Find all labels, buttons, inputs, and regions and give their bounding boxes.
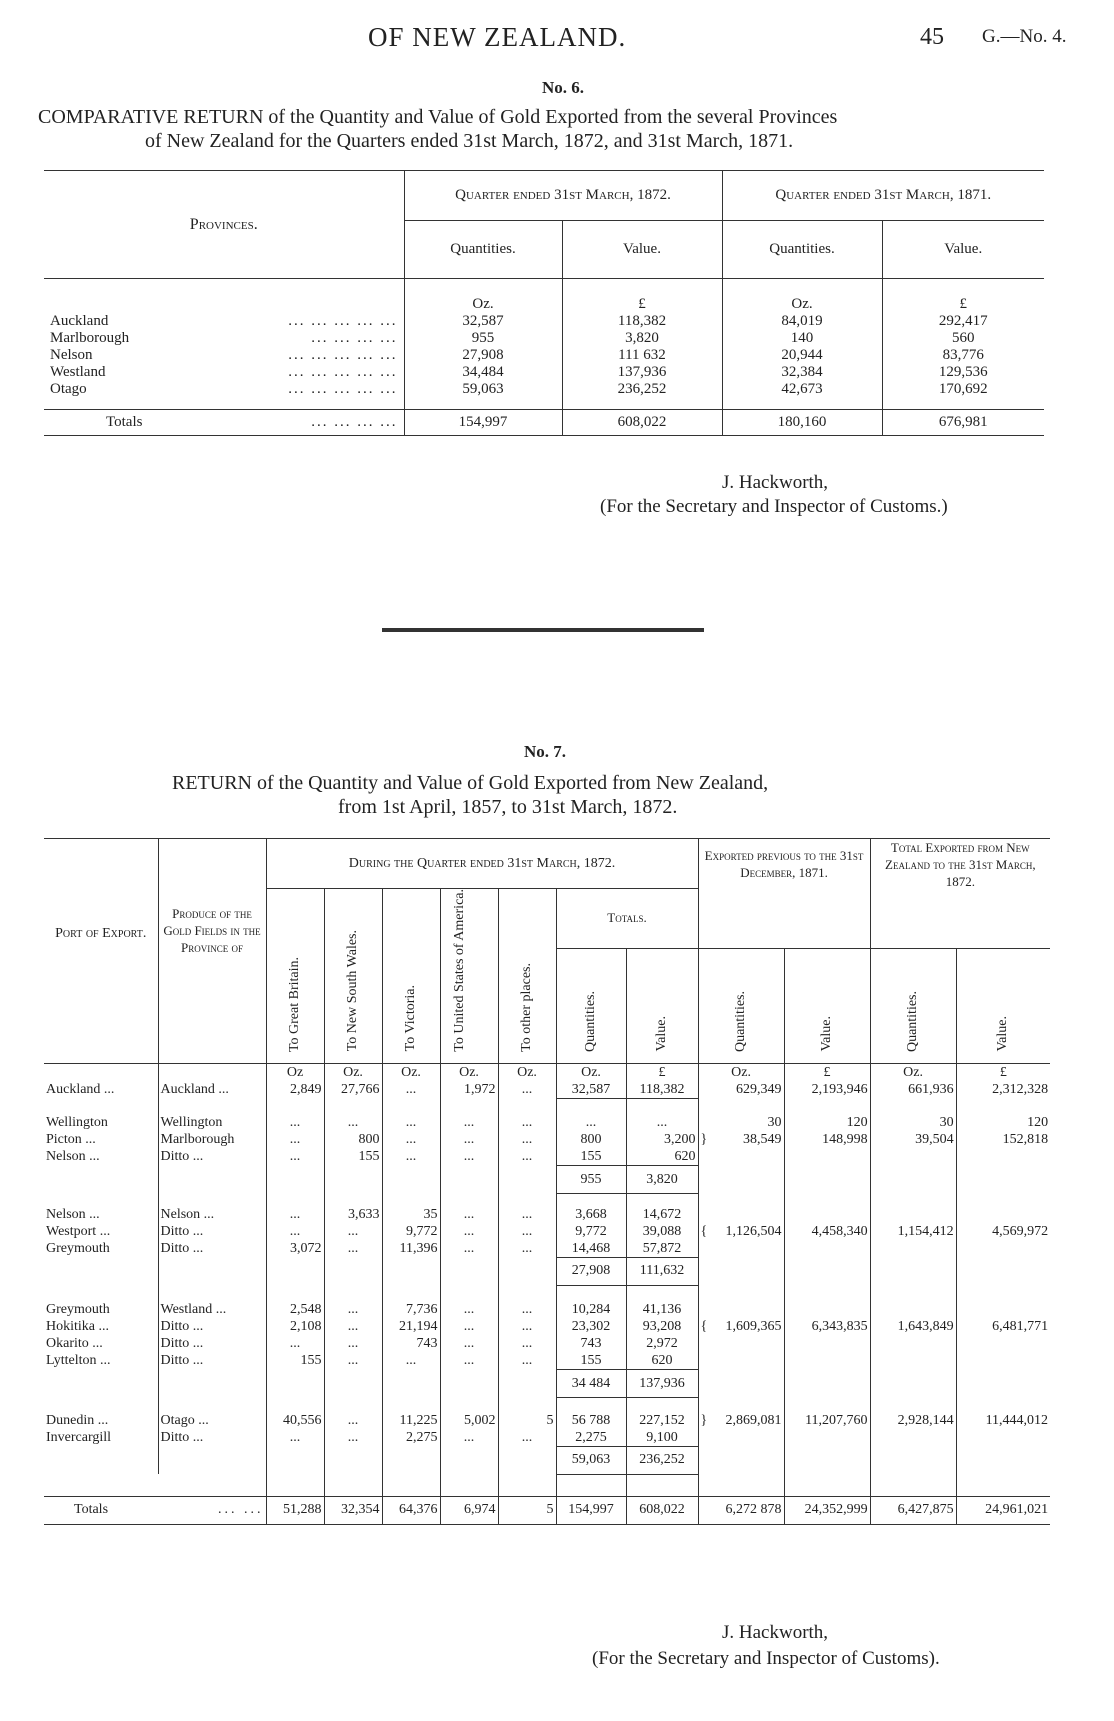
port-name: Wellington (46, 1115, 108, 1131)
totals-quantity: 32,587 (556, 1081, 626, 1099)
grand-total-quantity: 6,427,875 (870, 1496, 956, 1524)
to-new-south-wales: ... (324, 1240, 382, 1258)
total-quantity: 1,643,849 (870, 1318, 956, 1335)
to-other-places: ... (498, 1206, 556, 1223)
to-great-britain: 2,849 (266, 1081, 324, 1099)
to-other-places: 5 (498, 1412, 556, 1429)
brace-icon: { (700, 1223, 708, 1239)
totals-quantity: 2,275 (556, 1429, 626, 1447)
unit-label: Oz. (870, 1063, 956, 1081)
unit-label: Oz. (440, 1063, 498, 1081)
to-other-places: ... (498, 1148, 556, 1166)
to-victoria: ... (382, 1148, 440, 1166)
to-great-britain: 40,556 (266, 1412, 324, 1429)
return7-title-line1: RETURN of the Quantity and Value of Gold Exported from New Zealand, (172, 772, 769, 794)
to-victoria: 7,736 (382, 1301, 440, 1318)
province-name: Otago (50, 380, 87, 397)
to-united-states: ... (440, 1352, 498, 1370)
totals-label: Totals (106, 414, 143, 430)
value-1871: 170,692 (882, 381, 1044, 398)
previous-quantity: 30 (698, 1114, 784, 1131)
totals-value: 620 (626, 1352, 698, 1370)
unit-label: £ (626, 1063, 698, 1081)
previous-quantity-value: 1,126,504 (725, 1223, 782, 1239)
return6-signature-role: (For the Secretary and Inspector of Customs.) (600, 496, 948, 517)
table-row (44, 1335, 1050, 1352)
to-new-south-wales: ... (324, 1301, 382, 1318)
subtotal-value: 111,632 (626, 1257, 698, 1285)
to-victoria: ... (382, 1114, 440, 1131)
to-great-britain: ... (266, 1131, 324, 1148)
totals-value: 41,136 (626, 1301, 698, 1318)
table-row (44, 1429, 1050, 1447)
leader-dots: ... ... ... ... (311, 329, 398, 346)
total-quantity-1871: 180,160 (722, 410, 882, 436)
to-victoria: ... (382, 1352, 440, 1370)
subtotal-quantity: 955 (556, 1166, 626, 1194)
col-totals-value: Value. (654, 1016, 670, 1052)
totals-row (44, 410, 1044, 436)
to-other-places: ... (498, 1429, 556, 1447)
col-to-new-south-wales: To New South Wales. (345, 930, 360, 1052)
to-united-states: ... (440, 1148, 498, 1166)
quantity-1871: 32,384 (722, 364, 882, 381)
to-other-places: ... (498, 1301, 556, 1318)
table-row (44, 1240, 1050, 1258)
table-row (44, 1081, 1050, 1099)
page-number: 45 (920, 24, 944, 50)
value-1872: 236,252 (562, 381, 722, 398)
return6-signature-name: J. Hackworth, (722, 472, 829, 493)
table-row (44, 1301, 1050, 1318)
previous-value: 11,207,760 (784, 1412, 870, 1429)
previous-quantity (698, 1131, 784, 1148)
totals-value: 9,100 (626, 1429, 698, 1447)
quantity-1871: 84,019 (722, 313, 882, 330)
to-other-places: ... (498, 1223, 556, 1240)
table-row (44, 347, 1044, 364)
to-victoria: ... (382, 1081, 440, 1099)
table-row (44, 1223, 1050, 1240)
quantity-1871: 20,944 (722, 347, 882, 364)
port-name: Auckland ... (46, 1081, 115, 1097)
produce-province: Ditto ... (158, 1223, 266, 1240)
total-value-1872: 608,022 (562, 410, 722, 436)
previous-quantity-value: 1,609,365 (725, 1319, 782, 1335)
province-name: Nelson (50, 346, 93, 363)
total-to-victoria: 64,376 (382, 1496, 440, 1524)
totals-quantity: 155 (556, 1352, 626, 1370)
return6-title-line1: COMPARATIVE RETURN of the Quantity and Value of Gold Exported from the several Provinces (38, 106, 838, 128)
col-total-value: Value. (995, 1016, 1011, 1052)
totals-value: 14,672 (626, 1206, 698, 1223)
produce-province: Wellington (158, 1114, 266, 1131)
port-name: Greymouth (46, 1240, 110, 1256)
table-row (44, 381, 1044, 398)
to-great-britain: ... (266, 1223, 324, 1240)
totals-value: 118,382 (626, 1081, 698, 1099)
to-other-places: ... (498, 1114, 556, 1131)
col-totals-quantities: Quantities. (583, 990, 598, 1052)
table-row (44, 1318, 1050, 1335)
value-1872: 3,820 (562, 330, 722, 347)
to-other-places: ... (498, 1131, 556, 1148)
to-new-south-wales: ... (324, 1223, 382, 1240)
total-quantity: 1,154,412 (870, 1223, 956, 1240)
to-united-states: 1,972 (440, 1081, 498, 1099)
totals-value: 2,972 (626, 1335, 698, 1352)
to-victoria: 743 (382, 1335, 440, 1352)
unit-pound: £ (562, 279, 722, 313)
produce-province: Marlborough (158, 1131, 266, 1148)
previous-value: 6,343,835 (784, 1318, 870, 1335)
leader-dots: ... ... ... ... ... (288, 363, 398, 380)
value-1872: 111 632 (562, 347, 722, 364)
total-value: 4,569,972 (956, 1223, 1050, 1240)
to-united-states: ... (440, 1114, 498, 1131)
produce-province: Auckland ... (158, 1081, 266, 1099)
previous-value: 4,458,340 (784, 1223, 870, 1240)
total-quantity-1872: 154,997 (404, 410, 562, 436)
col-totals: Totals. (556, 889, 698, 949)
unit-label: Oz. (698, 1063, 784, 1081)
brace-icon: } (700, 1132, 708, 1148)
to-united-states: 5,002 (440, 1412, 498, 1429)
col-quantities-1871: Quantities. (722, 221, 882, 279)
value-1871: 560 (882, 330, 1044, 347)
province-name: Marlborough (50, 329, 130, 346)
quantity-1872: 955 (404, 330, 562, 347)
to-great-britain: ... (266, 1206, 324, 1223)
produce-province: Westland ... (158, 1301, 266, 1318)
port-name: Invercargill (46, 1429, 112, 1445)
total-to-great-britain: 51,288 (266, 1496, 324, 1524)
to-united-states: ... (440, 1131, 498, 1148)
totals-value: 3,200 (626, 1131, 698, 1148)
subtotal-quantity: 59,063 (556, 1446, 626, 1474)
page-ref: G.—No. 4. (982, 26, 1067, 47)
to-other-places: ... (498, 1352, 556, 1370)
produce-province: Ditto ... (158, 1352, 266, 1370)
to-new-south-wales: ... (324, 1412, 382, 1429)
totals-value: 620 (626, 1148, 698, 1166)
produce-province: Ditto ... (158, 1429, 266, 1447)
totals-quantity: 155 (556, 1148, 626, 1166)
to-victoria: ... (382, 1131, 440, 1148)
table-row (44, 1412, 1050, 1429)
total-to-united-states: 6,974 (440, 1496, 498, 1524)
totals-quantity: 14,468 (556, 1240, 626, 1258)
col-previous-value: Value. (819, 1016, 835, 1052)
return7-title-line2: from 1st April, 1857, to 31st March, 1872. (338, 796, 678, 818)
col-value-1871: Value. (882, 221, 1044, 279)
to-other-places: ... (498, 1081, 556, 1099)
col-total-exported: Total Exported from New Zealand to the 31st March, 1872. (870, 839, 1050, 949)
col-quarter-1871: Quarter ended 31st March, 1871. (722, 171, 1044, 221)
unit-label: Oz. (324, 1063, 382, 1081)
to-other-places: ... (498, 1318, 556, 1335)
brace-icon: { (700, 1319, 708, 1335)
to-victoria: 21,194 (382, 1318, 440, 1335)
unit-label: £ (956, 1063, 1050, 1081)
totals-value: 39,088 (626, 1223, 698, 1240)
table-row (44, 330, 1044, 347)
totals-value: 57,872 (626, 1240, 698, 1258)
total-previous-value: 24,352,999 (784, 1496, 870, 1524)
unit-label: Oz (266, 1063, 324, 1081)
port-name: Greymouth (46, 1302, 110, 1318)
to-great-britain: ... (266, 1114, 324, 1131)
col-to-united-states: To United States of America. (452, 889, 467, 1052)
to-new-south-wales: ... (324, 1114, 382, 1131)
previous-quantity: 629,349 (698, 1081, 784, 1099)
unit-label: Oz. (382, 1063, 440, 1081)
col-port-of-export: Port of Export. (44, 839, 158, 1064)
province-name: Westland (50, 363, 106, 380)
to-great-britain: 2,548 (266, 1301, 324, 1318)
section-separator (382, 628, 704, 632)
grand-total-value: 24,961,021 (956, 1496, 1050, 1524)
port-name: Nelson ... (46, 1149, 100, 1165)
total-value: 6,481,771 (956, 1318, 1050, 1335)
totals-value: 93,208 (626, 1318, 698, 1335)
previous-quantity-value: 2,869,081 (725, 1412, 782, 1428)
to-new-south-wales: ... (324, 1352, 382, 1370)
port-name: Lyttelton ... (46, 1353, 111, 1369)
table-row (44, 1131, 1050, 1148)
quantity-1871: 140 (722, 330, 882, 347)
totals-quantity: 56 788 (556, 1412, 626, 1429)
col-provinces: Provinces. (44, 171, 404, 279)
to-united-states: ... (440, 1240, 498, 1258)
total-value: 2,312,328 (956, 1081, 1050, 1099)
to-victoria: 9,772 (382, 1223, 440, 1240)
produce-province: Ditto ... (158, 1148, 266, 1166)
units-row (44, 1063, 1050, 1081)
to-united-states: ... (440, 1318, 498, 1335)
total-quantity: 661,936 (870, 1081, 956, 1099)
totals-quantity: 23,302 (556, 1318, 626, 1335)
col-total-quantities: Quantities. (905, 990, 921, 1052)
totals-quantity: 800 (556, 1131, 626, 1148)
to-united-states: ... (440, 1206, 498, 1223)
to-other-places: ... (498, 1240, 556, 1258)
to-other-places: ... (498, 1335, 556, 1352)
port-name: Nelson ... (46, 1206, 100, 1222)
totals-label: Totals (44, 1496, 158, 1524)
to-new-south-wales: ... (324, 1318, 382, 1335)
unit-label: £ (784, 1063, 870, 1081)
to-new-south-wales: 27,766 (324, 1081, 382, 1099)
to-victoria: 2,275 (382, 1429, 440, 1447)
totals-quantity: 10,284 (556, 1301, 626, 1318)
col-produce: Produce of the Gold Fields in the Province of (158, 839, 266, 1064)
total-value: 152,818 (956, 1131, 1050, 1148)
produce-province: Ditto ... (158, 1335, 266, 1352)
leader-dots: ... ... ... ... (311, 414, 398, 430)
previous-value: 148,998 (784, 1131, 870, 1148)
previous-value: 120 (784, 1114, 870, 1131)
to-new-south-wales: 800 (324, 1131, 382, 1148)
quantity-1871: 42,673 (722, 381, 882, 398)
return7-signature-role: (For the Secretary and Inspector of Customs). (592, 1648, 940, 1669)
produce-province: Nelson ... (158, 1206, 266, 1223)
total-quantity-quarter: 154,997 (556, 1496, 626, 1524)
to-great-britain: 2,108 (266, 1318, 324, 1335)
totals-value: 227,152 (626, 1412, 698, 1429)
totals-value: ... (626, 1114, 698, 1131)
previous-quantity-value: 38,549 (743, 1132, 782, 1148)
quantity-1872: 59,063 (404, 381, 562, 398)
total-quantity: 2,928,144 (870, 1412, 956, 1429)
table-row (44, 1352, 1050, 1370)
return6-number: No. 6. (542, 78, 585, 97)
to-new-south-wales: ... (324, 1429, 382, 1447)
total-quantity: 39,504 (870, 1131, 956, 1148)
table-row (44, 1206, 1050, 1223)
col-value-1872: Value. (562, 221, 722, 279)
return6-title-line2: of New Zealand for the Quarters ended 31st March, 1872, and 31st March, 1871. (145, 130, 794, 152)
value-1872: 118,382 (562, 313, 722, 330)
col-previous-quantities: Quantities. (733, 990, 749, 1052)
to-united-states: ... (440, 1223, 498, 1240)
value-1872: 137,936 (562, 364, 722, 381)
return7-table (44, 838, 1050, 1525)
leader-dots: ... ... ... ... ... (288, 346, 398, 363)
port-name: Dunedin ... (46, 1412, 109, 1428)
to-victoria: 35 (382, 1206, 440, 1223)
total-to-new-south-wales: 32,354 (324, 1496, 382, 1524)
subtotal-quantity: 27,908 (556, 1257, 626, 1285)
unit-oz: Oz. (722, 279, 882, 313)
quantity-1872: 32,587 (404, 313, 562, 330)
to-great-britain: 155 (266, 1352, 324, 1370)
table-row (44, 313, 1044, 330)
total-value: 11,444,012 (956, 1412, 1050, 1429)
to-victoria: 11,396 (382, 1240, 440, 1258)
port-name: Westport ... (46, 1223, 111, 1239)
to-new-south-wales: 155 (324, 1148, 382, 1166)
col-to-other-places: To other places. (519, 962, 534, 1052)
port-name: Hokitika ... (46, 1319, 109, 1335)
total-value-quarter: 608,022 (626, 1496, 698, 1524)
subtotal-value: 137,936 (626, 1370, 698, 1398)
quantity-1872: 27,908 (404, 347, 562, 364)
total-previous-quantity: 6,272 878 (698, 1496, 784, 1524)
leader-dots: ... ... (158, 1496, 266, 1524)
leader-dots: ... ... ... ... ... (288, 380, 398, 397)
quantity-1872: 34,484 (404, 364, 562, 381)
previous-value: 2,193,946 (784, 1081, 870, 1099)
table-row (44, 1114, 1050, 1131)
col-to-victoria: To Victoria. (403, 985, 418, 1052)
value-1871: 129,536 (882, 364, 1044, 381)
brace-icon: } (700, 1412, 708, 1428)
totals-quantity: ... (556, 1114, 626, 1131)
to-united-states: ... (440, 1301, 498, 1318)
totals-quantity: 3,668 (556, 1206, 626, 1223)
to-united-states: ... (440, 1335, 498, 1352)
subtotal-value: 236,252 (626, 1446, 698, 1474)
table-row (44, 364, 1044, 381)
to-great-britain: ... (266, 1335, 324, 1352)
unit-oz: Oz. (404, 279, 562, 313)
col-quarter-1872: Quarter ended 31st March, 1872. (404, 171, 722, 221)
total-value: 120 (956, 1114, 1050, 1131)
table-row (44, 1148, 1050, 1166)
page-running-title: OF NEW ZEALAND. (368, 22, 627, 52)
produce-province: Ditto ... (158, 1240, 266, 1258)
to-great-britain: ... (266, 1429, 324, 1447)
previous-quantity (698, 1318, 784, 1335)
port-name: Okarito ... (46, 1336, 103, 1352)
province-name: Auckland (50, 312, 109, 329)
leader-dots: ... ... ... ... ... (288, 312, 398, 329)
totals-quantity: 9,772 (556, 1223, 626, 1240)
total-to-other-places: 5 (498, 1496, 556, 1524)
col-quantities-1872: Quantities. (404, 221, 562, 279)
col-to-great-britain: To Great Britain. (287, 956, 302, 1052)
to-victoria: 11,225 (382, 1412, 440, 1429)
subtotal-value: 3,820 (626, 1166, 698, 1194)
unit-pound: £ (882, 279, 1044, 313)
col-exported-previous: Exported previous to the 31st December, 1871. (698, 839, 870, 949)
totals-row (44, 1496, 1050, 1524)
to-new-south-wales: 3,633 (324, 1206, 382, 1223)
produce-province: Ditto ... (158, 1318, 266, 1335)
port-name: Picton ... (46, 1132, 96, 1148)
previous-quantity (698, 1412, 784, 1429)
return7-number: No. 7. (524, 742, 567, 761)
produce-province: Otago ... (158, 1412, 266, 1429)
unit-label: Oz. (498, 1063, 556, 1081)
unit-label: Oz. (556, 1063, 626, 1081)
to-united-states: ... (440, 1429, 498, 1447)
totals-quantity: 743 (556, 1335, 626, 1352)
total-value-1871: 676,981 (882, 410, 1044, 436)
to-great-britain: ... (266, 1148, 324, 1166)
to-great-britain: 3,072 (266, 1240, 324, 1258)
col-during-quarter: During the Quarter ended 31st March, 1872. (266, 839, 698, 889)
value-1871: 292,417 (882, 313, 1044, 330)
subtotal-quantity: 34 484 (556, 1370, 626, 1398)
total-quantity: 30 (870, 1114, 956, 1131)
return6-table (44, 170, 1044, 450)
previous-quantity (698, 1223, 784, 1240)
value-1871: 83,776 (882, 347, 1044, 364)
to-new-south-wales: ... (324, 1335, 382, 1352)
return7-signature-name: J. Hackworth, (722, 1622, 829, 1643)
